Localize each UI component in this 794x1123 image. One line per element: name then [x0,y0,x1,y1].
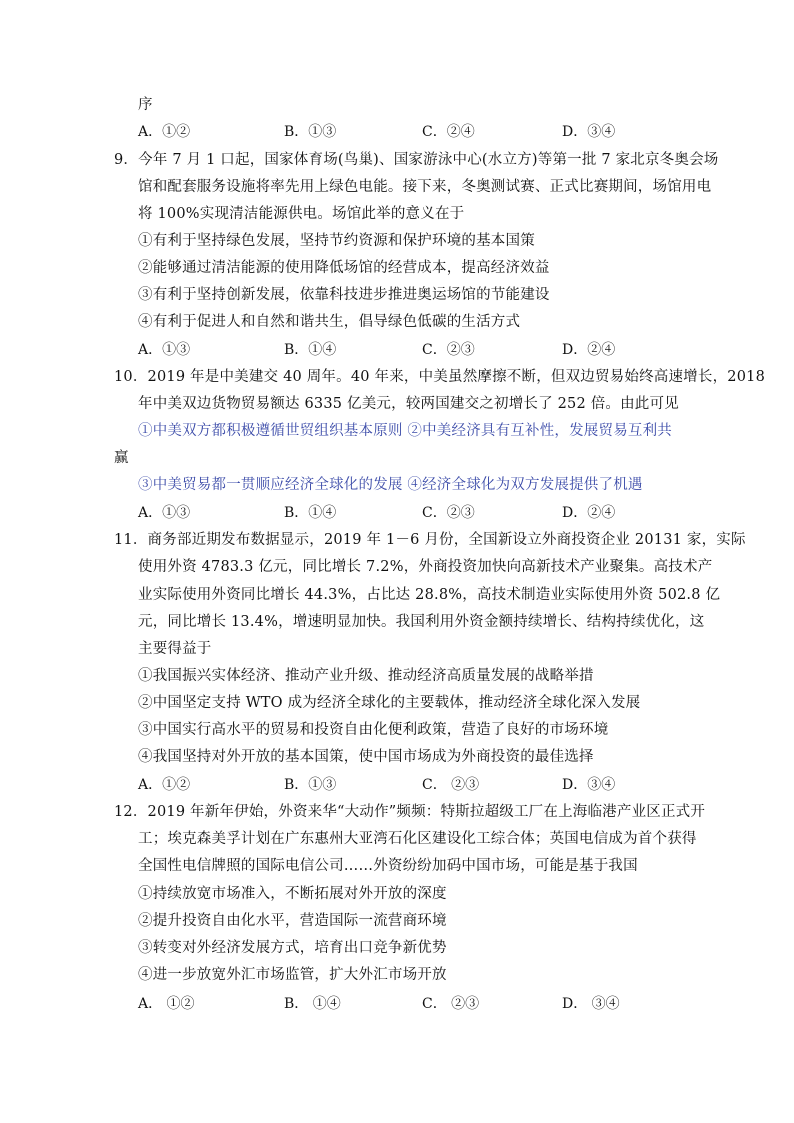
q9-statement: ②能够通过清洁能源的使用降低场馆的经营成本，提高经济效益 [138,260,550,276]
q11-statement: ②中国坚定支持 WTO 成为经济全球化的主要载体，推动经济全球化深入发展 [138,695,641,711]
option-c[interactable]: C．②③ [422,505,475,521]
option-b[interactable]: B．①③ [284,124,337,140]
q11-statement: ③中国实行高水平的贸易和投资自由化便利政策，营造了良好的市场环境 [138,722,609,738]
q9-stem-line: 馆和配套服务设施将率先用上绿色电能。接下来，冬奥测试赛、正式比赛期间，场馆用电 [138,179,712,195]
q10-options [138,503,658,523]
q12-stem-line: 全国性电信牌照的国际电信公司……外资纷纷加码中国市场，可能是基于我国 [138,858,638,874]
q12-statement: ②提升投资自由化水平，营造国际一流营商环境 [138,913,447,929]
option-a[interactable]: A．①② [138,124,191,140]
q9-statement: ③有利于坚持创新发展，依靠科技进步推进奥运场馆的节能建设 [138,287,550,303]
q10-stem-line: 年中美双边货物贸易额达 6335 亿美元，较两国建交之初增长了 252 倍。由此可见 [138,396,679,412]
prev-question-tail: 序 [138,97,153,113]
option-c[interactable]: C． ②③ [422,777,480,793]
q11-stem-line: 11．商务部近期发布数据显示，2019 年 1－6 月份，全国新设立外商投资企业 20131 家，实际 [114,532,746,548]
q12-statement: ④进一步放宽外汇市场监管，扩大外汇市场开放 [138,967,447,983]
option-d[interactable]: D．③④ [562,777,616,793]
option-d[interactable]: D． ③④ [562,996,620,1012]
q9-statement: ①有利于坚持绿色发展，坚持节约资源和保护环境的基本国策 [138,233,535,249]
q11-statement: ①我国振兴实体经济、推动产业升级、推动经济高质量发展的战略举措 [138,668,594,684]
option-a[interactable]: A． ①② [138,996,195,1012]
option-b[interactable]: B．①③ [284,777,337,793]
q11-stem-line: 元，同比增长 13.4%，增速明显加快。我国利用外资金额持续增长、结构持续优化，这 [138,614,705,630]
option-c[interactable]: C．②④ [422,124,475,140]
q12-stem-line: 工；埃克森美孚计划在广东惠州大亚湾石化区建设化工综合体；英国电信成为首个获得 [138,831,697,847]
q12-options [138,994,658,1014]
option-d[interactable]: D．②④ [562,505,616,521]
option-a[interactable]: A．①③ [138,505,191,521]
q11-stem-line: 业实际使用外资同比增长 44.3%，占比达 28.8%，高技术制造业实际使用外资 502.8 亿 [138,587,721,603]
prev-options [138,122,658,142]
option-b[interactable]: B．①④ [284,342,337,358]
q12-statement: ①持续放宽市场准入，不断拓展对外开放的深度 [138,886,447,902]
option-b[interactable]: B．①④ [284,505,337,521]
q10-statement: ①中美双方都积极遵循世贸组织基本原则 ②中美经济具有互补性，发展贸易互利共 [138,423,673,439]
q10-stem-line: 10．2019 年是中美建交 40 周年。40 年来，中美虽然摩擦不断，但双边贸易始终高速增长，2018 [114,369,765,385]
option-b[interactable]: B． ①④ [284,996,341,1012]
option-c[interactable]: C．②③ [422,342,475,358]
option-d[interactable]: D．③④ [562,124,616,140]
q9-stem-line: 9．今年 7 月 1 口起，国家体育场(鸟巢)、国家游泳中心(水立方)等第一批 7 家北京冬奥会场 [114,152,719,168]
q9-statement: ④有利于促进人和自然和谐共生，倡导绿色低碳的生活方式 [138,314,521,330]
q9-stem-line: 将 100%实现清洁能源供电。场馆此举的意义在于 [138,206,465,222]
q12-statement: ③转变对外经济发展方式，培育出口竞争新优势 [138,940,447,956]
option-a[interactable]: A．①③ [138,342,191,358]
option-d[interactable]: D．②④ [562,342,616,358]
q9-options [138,340,658,360]
option-c[interactable]: C． ②③ [422,996,480,1012]
q11-stem-line: 使用外资 4783.3 亿元，同比增长 7.2%，外商投资加快向高新技术产业聚集。高技术产 [138,559,713,575]
q11-statement: ④我国坚持对外开放的基本国策，使中国市场成为外商投资的最佳选择 [138,749,594,765]
option-a[interactable]: A．①② [138,777,191,793]
q10-statement-wrap: 赢 [114,450,129,466]
q12-stem-line: 12．2019 年新年伊始，外资来华“大动作”频频：特斯拉超级工厂在上海临港产业区正式开 [114,804,706,820]
q10-statement: ③中美贸易都一贯顺应经济全球化的发展 ④经济全球化为双方发展提供了机遇 [138,477,643,493]
q11-options [138,775,658,795]
q11-stem-line: 主要得益于 [138,641,212,657]
